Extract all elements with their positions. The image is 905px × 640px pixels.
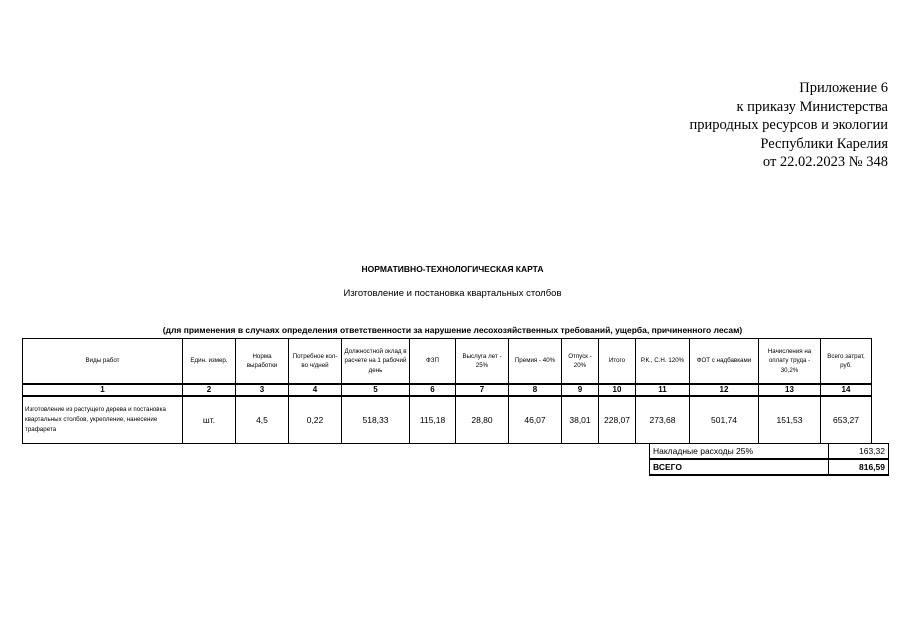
table-cell: 46,07	[509, 396, 562, 444]
header-cell: Итого	[599, 339, 636, 385]
total-label: ВСЕГО	[650, 459, 829, 475]
header-cell: Должностной оклад в расчете на 1 рабочий день	[342, 339, 410, 385]
table-cell: 151,53	[759, 396, 821, 444]
overhead-value: 163,32	[829, 444, 889, 460]
column-number-row	[23, 384, 872, 396]
header-cell: Премия - 40%	[509, 339, 562, 385]
table-cell: 115,18	[410, 396, 456, 444]
column-number: 12	[690, 384, 759, 396]
column-number: 13	[759, 384, 821, 396]
appendix-line-1: Приложение 6	[799, 80, 888, 96]
document-subtitle: Изготовление и постановка квартальных столбов	[343, 288, 562, 299]
appendix-line-4: Республики Карелия	[760, 135, 888, 152]
appendix-line-2: к приказу Министерства	[736, 98, 888, 115]
column-number: 1	[23, 384, 183, 396]
header-cell: Р.К., С.Н. 120%	[636, 339, 690, 385]
total-value: 816,59	[829, 459, 889, 475]
work-type-cell: Изготовление из растущего дерева и постановка квартальных столбов, укрепление, нанесение трафарета	[23, 396, 183, 444]
column-number: 8	[509, 384, 562, 396]
column-number: 6	[410, 384, 456, 396]
header-cell: ФОТ с надбавками	[690, 339, 759, 385]
table-cell: 28,80	[456, 396, 509, 444]
header-cell: Потребное кол-во ч/дней	[289, 339, 342, 385]
header-cell: Начисления на оплату труда - 30,2%	[759, 339, 821, 385]
header-cell: ФЗП	[410, 339, 456, 385]
column-number: 10	[599, 384, 636, 396]
summary-table	[649, 443, 889, 476]
header-cell: Виды работ	[23, 339, 183, 385]
header-cell: Норма выработки	[236, 339, 289, 385]
column-number: 4	[289, 384, 342, 396]
header-cell: Отпуск - 20%	[562, 339, 599, 385]
table-cell: шт.	[183, 396, 236, 444]
header-cell: Выслуга лет - 25%	[456, 339, 509, 385]
overhead-label: Накладные расходы 25%	[650, 444, 829, 460]
column-number: 7	[456, 384, 509, 396]
table-cell: 653,27	[821, 396, 872, 444]
column-number: 11	[636, 384, 690, 396]
header-cell: Всего затрат, руб.	[821, 339, 872, 385]
table-cell: 4,5	[236, 396, 289, 444]
column-number: 5	[342, 384, 410, 396]
appendix-block	[628, 79, 888, 172]
total-row	[650, 459, 889, 475]
document-note: (для применения в случаях определения ответственности за нарушение лесохозяйственных требований, ущерба, причиненного лесам)	[162, 325, 743, 335]
table-cell: 518,33	[342, 396, 410, 444]
document-title: НОРМАТИВНО-ТЕХНОЛОГИЧЕСКАЯ КАРТА	[361, 264, 544, 274]
table-cell: 0,22	[289, 396, 342, 444]
table-cell: 38,01	[562, 396, 599, 444]
table-cell: 501,74	[690, 396, 759, 444]
table-cell: 273,68	[636, 396, 690, 444]
column-number: 9	[562, 384, 599, 396]
header-cell: Един. измер.	[183, 339, 236, 385]
appendix-line-5: от 22.02.2023 № 348	[762, 154, 888, 170]
norm-table	[22, 338, 872, 444]
appendix-line-3: природных ресурсов и экологии	[689, 117, 888, 133]
table-row	[23, 396, 872, 444]
overhead-row	[650, 444, 889, 460]
table-cell: 228,07	[599, 396, 636, 444]
column-number: 2	[183, 384, 236, 396]
table-header-row	[23, 339, 872, 385]
column-number: 14	[821, 384, 872, 396]
column-number: 3	[236, 384, 289, 396]
